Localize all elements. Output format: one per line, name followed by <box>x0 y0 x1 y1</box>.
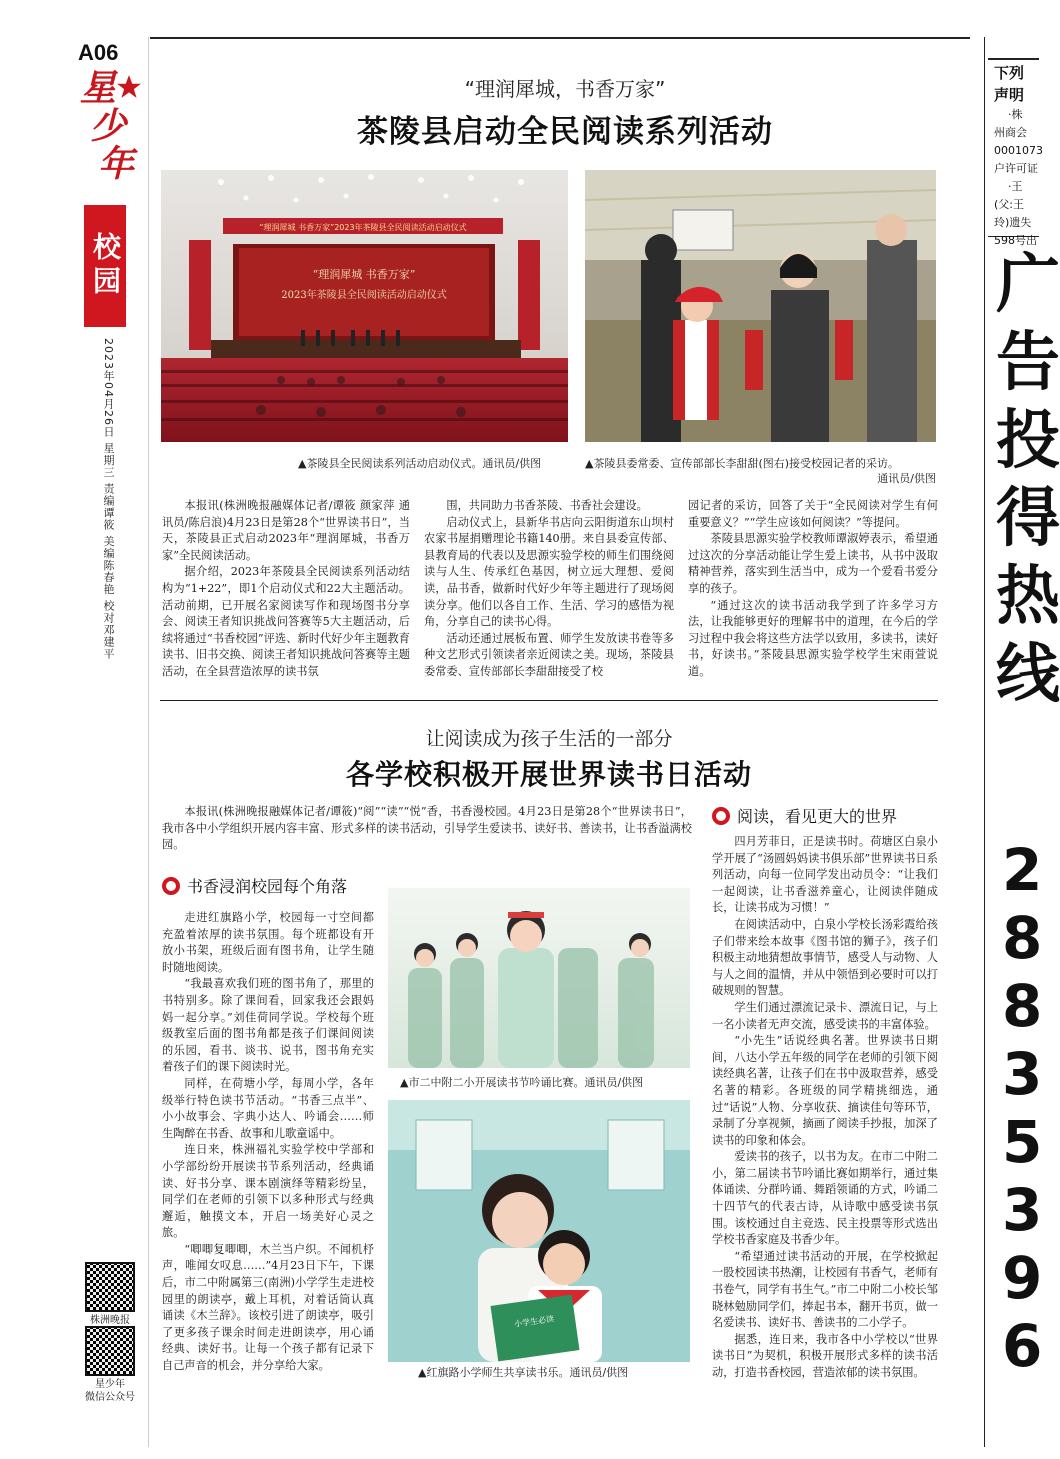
ad-big-char: 广 <box>996 248 1060 322</box>
paragraph: 学生们通过漂流记录卡、漂流日记，与上一名小读者无声交流，感受读书的丰富体验。 <box>712 1000 938 1031</box>
paragraph: 连日来，株洲福礼实验学校中学部和小学部纷纷开展读书节系列活动，经典诵读、好书分享、课本剧演绎等精彩纷呈，同学们在老师的引领下以多种形式与经典邂逅，触摸文本，开启一场美好心灵之旅。 <box>162 1143 374 1240</box>
ad-line: 下列 <box>994 64 1025 82</box>
ad-digit: 6 <box>1002 1312 1043 1380</box>
page-number: A06 <box>78 40 119 65</box>
stage-banner-text: “理润犀城 书香万家”2023年茶陵县全民阅读活动启动仪式 <box>259 223 467 232</box>
ad-digit: 2 <box>1002 836 1043 904</box>
photo-reading-together <box>388 1100 690 1362</box>
paragraph: “唧唧复唧唧，木兰当户织。不闻机杼声，唯闻女叹息……”4月23日下午，下课后，市二中附属第三(南洲)小学学生走进校园里的朗读亭，戴上耳机，对着话筒认真诵读《木兰辞》。该校引进了朗读亭，吸引了更多孩子课余时间走进朗读亭，用心诵经典、读好书。让每一个孩子都有记录下自己声音的机会，并分享给大家。 <box>162 1242 374 1373</box>
photo-interview <box>585 170 936 442</box>
ad-big-char: 热 <box>996 560 1060 634</box>
paragraph: 围，共同助力书香茶陵、书香社会建设。 <box>446 499 648 512</box>
photo-recitation <box>388 888 690 1068</box>
section1-heading <box>162 874 347 897</box>
paragraph: 在阅读活动中，白泉小学校长汤彩霞给孩子们带来绘本故事《图书馆的狮子》，孩子们积极主动地猜想故事情节，感受人与动物、人与人之间的温情，并从中领悟到必要时可以打破规则的智慧。 <box>712 917 938 998</box>
ad-digit: 5 <box>1002 1108 1043 1176</box>
paragraph: 启动仪式上，县新华书店向云阳街道东山坝村农家书屋捐赠理论书籍140册。来自县委宣传部、县教育局的代表以及思源实验学校的师生们围绕阅读与人生、传承红色基因，树立远大理想、爱阅读，品书香，做新时代好少年等主题进行了现场阅读分享。他们以各自工作、生活、学习的感悟为视角，分享自己的读书心得。 <box>424 515 674 629</box>
paragraph: 据悉，连日来，我市各中小学校以“世界读书日”为契机，积极开展形式多样的读书活动，打造书香校园，营造浓郁的读书氛围。 <box>712 1332 938 1379</box>
paragraph: “小先生”话说经典名著。世界读书日期间，八达小学五年级的同学在老师的引领下阅读经典名著，让孩子们在书中汲取营养，感受名著的精彩。各班级的同学精挑细选，通过“话说”人物、分享收获、摘读佳句等环节，录制了分享视频，摘画了阅读手抄报，加深了读书的印象和体会。 <box>712 1034 938 1147</box>
ad-big-char: 投 <box>996 404 1060 478</box>
paragraph: 茶陵县思源实验学校教师谭淑婷表示，希望通过这次的分享活动能让学生爱上读书，从书中汲取精神营养，落实到生活当中，成为一个爱看书爱分享的孩子。 <box>688 532 938 595</box>
article1-column <box>688 498 938 681</box>
ad-line: (父:王 <box>994 198 1024 211</box>
ad-hotline-label <box>996 246 1060 712</box>
section2-heading-text: 阅读，看见更大的世界 <box>737 807 898 826</box>
photo1-caption: ▲茶陵县全民阅读系列活动启动仪式。通讯员/供图 <box>298 457 542 470</box>
photo-auditorium <box>161 170 568 442</box>
ad-rule <box>984 37 985 1447</box>
ad-digit: 8 <box>1002 904 1043 972</box>
article2-title: 各学校积极开展世界读书日活动 <box>345 758 752 791</box>
ad-top-rule <box>988 58 1039 60</box>
ad-digit: 3 <box>1002 1040 1043 1108</box>
brand-logo <box>80 70 144 184</box>
paragraph: 本报讯(株洲晚报融媒体记者/谭筱)“阅”“读”“悦”香，书香漫校园。4月23日是第28个“世界读书日”，我市各中小学组织开展内容丰富、形式多样的读书活动，引导学生爱读书、读好书、善读书，让书香溢满校园。 <box>162 805 692 852</box>
paragraph: 本报讯(株洲晚报融媒体记者/谭筱 颜家萍 通讯员/陈启浪)4月23日是第28个“世界读书日”，当天，茶陵县正式启动2023年“理润犀城，书香万家”全民阅读活动。 <box>162 499 410 562</box>
stage-screen-line2: 2023年茶陵县全民阅读活动启动仪式 <box>281 290 447 301</box>
paragraph: 走进红旗路小学，校园每一寸空间都充盈着浓厚的读书氛围。每个班都设有开放小书架，班级后面有图书角，让学生随时随地阅读。 <box>162 911 374 974</box>
reading-illustration <box>388 1100 690 1362</box>
paragraph: 四月芳菲日，正是读书时。荷塘区白泉小学开展了“汤圆妈妈读书俱乐部”世界读书日系列活动，向每一位同学发出动员令：“让我们一起阅读，让书香滋养童心，让阅读伴随成长，让读书成为习惯！” <box>712 835 938 915</box>
ad-big-char: 告 <box>996 326 1060 400</box>
ad-digit: 8 <box>1002 972 1043 1040</box>
ad-big-char: 得 <box>996 482 1060 556</box>
recitation-illustration <box>388 888 690 1068</box>
section1-column <box>162 910 374 1375</box>
ad-line: ·株 <box>1008 108 1023 121</box>
ad-phone-number <box>1002 836 1046 1380</box>
article1-subtitle: “理润犀城，书香万家” <box>464 77 666 101</box>
auditorium-illustration <box>161 170 568 442</box>
photo2-caption-line1: ▲茶陵县委常委、宣传部部长李甜甜(图右)接受校园记者的采访。 <box>585 457 900 470</box>
top-rule <box>150 37 970 39</box>
ad-digit: 9 <box>1002 1244 1043 1312</box>
paragraph: 活动还通过展板布置、师学生发放读书卷等多种文艺形式引领读者亲近阅读之美。现场，茶陵县委常委、宣传部部长李甜甜接受了校 <box>424 631 674 678</box>
paragraph: 同样，在荷塘小学，每周小学，各年级举行特色读书节活动。“书香三点半”、小小故事会、字典小达人、吟诵会……师生陶醉在书香、故事和儿歌童谣中。 <box>162 1076 374 1140</box>
ad-line: 州商会 <box>994 126 1027 139</box>
brand-char: 星 <box>80 68 117 109</box>
ad-line: 0001073 <box>994 144 1043 157</box>
brand-char: 少 <box>90 106 127 147</box>
section2-heading <box>712 804 897 827</box>
paragraph: 据介绍，2023年茶陵县全民阅读系列活动结构为“1+22”，即1个启动仪式和22大主题活动。活动前期，已开展名家阅读写作和现场图书分享会、阅读王者知识挑战问答赛等5大主题活动，后续将通过“书香校园”评选、新时代好少年主题教育读书、旧书交换、阅读王者知识挑战问答赛等主题活动，在全县营造浓厚的读书氛 <box>162 565 410 678</box>
left-rule <box>148 37 149 1447</box>
photo4-caption: ▲红旗路小学师生共享读书乐。通讯员/供图 <box>418 1366 629 1379</box>
bullet-circle-icon <box>712 807 730 825</box>
paragraph: “我最喜欢我们班的图书角了，那里的书特别多。除了课间看，回家我还会跟妈妈一起分享。”刘佳荷同学说。学校每个班级教室后面的图书角都是孩子们课间阅读的乐园，看书、谈书、说书，图书角充实着孩子们的课下阅读时光。 <box>162 977 374 1074</box>
paragraph: 爱读书的孩子，以书为友。在市二中附二小，第二届读书节吟诵比赛如期举行，通过集体诵读、分群吟诵、舞蹈领诵的方式，吟诵二十四节气的代表古诗，从诗歌中感受读书氛围。该校通过自主竞选、民主投票等形式选出学校书香家庭及书香少年。 <box>712 1150 938 1247</box>
article1-title: 茶陵县启动全民阅读系列活动 <box>357 114 773 150</box>
photo2-caption-line2: 通讯员/供图 <box>877 472 936 485</box>
article2-subtitle: 让阅读成为孩子生活的一部分 <box>425 728 673 750</box>
interview-illustration <box>585 170 936 442</box>
qr-label: 星少年 <box>95 1379 125 1390</box>
brand-char: 年 <box>98 144 135 185</box>
section2-column <box>712 834 938 1382</box>
ad-digit: 3 <box>1002 1176 1043 1244</box>
stage-screen-line1: “理润犀城 书香万家” <box>312 268 416 281</box>
qr-label: 株洲晚报 <box>90 1315 130 1326</box>
article2-lead <box>162 804 692 854</box>
ad-notice-text <box>994 62 1054 250</box>
qr-label: 微信公众号 <box>85 1392 135 1403</box>
article1-column <box>162 498 410 681</box>
section1-heading-text: 书香浸润校园每个角落 <box>187 877 348 896</box>
edition-line: 2023年04月26日 星期三 责编谭筱 美编陈春艳 校对邓建平 <box>102 338 115 660</box>
ad-line: 玲)遗失 <box>994 216 1032 229</box>
ad-line: 598号出 <box>994 234 1037 247</box>
ad-line: ·王 <box>1008 180 1023 193</box>
qr-code-icon <box>85 1326 135 1376</box>
bullet-circle-icon <box>162 877 180 895</box>
paragraph: “希望通过读书活动的开展，在学校掀起一股校园读书热潮，让校园有书香气，老师有书卷气，同学有书生气。”市二中附二小校长邹晓林勉励同学们，捧起书本，翻开书页，做一名爱读书、读好书、善读书的二小学子。 <box>712 1249 938 1330</box>
section-tag: 校园 <box>84 205 126 327</box>
book-title: 小学生必读 <box>513 1314 555 1329</box>
article1-column <box>424 498 674 681</box>
qr-code-block <box>80 1326 140 1404</box>
ad-line: 声明 <box>994 86 1025 104</box>
ad-big-char: 线 <box>996 638 1060 712</box>
ad-line: 户许可证 <box>994 162 1038 175</box>
paragraph: “通过这次的读书活动我学到了许多学习方法，让我能够更好的理解书中的道理，在今后的学习过程中我会将这些方法学以致用，多读书，读好书，好读书。”茶陵县思源实验学校学生宋雨萱说道。 <box>688 598 938 678</box>
paragraph: 园记者的采访，回答了关于“全民阅读对学生有何重要意义？”“学生应该如何阅读？”等提问。 <box>688 499 938 529</box>
qr-code-icon <box>85 1262 135 1312</box>
article-divider <box>160 700 938 701</box>
photo3-caption: ▲市二中附二小开展读书节吟诵比赛。通讯员/供图 <box>400 1076 644 1089</box>
